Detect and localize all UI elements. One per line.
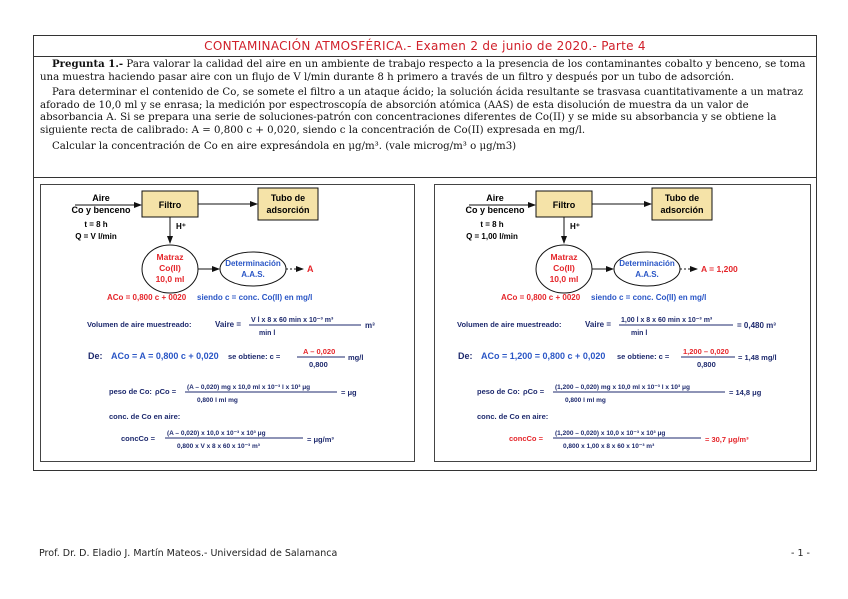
- de-label: De:: [458, 351, 473, 361]
- absorbance-output: A = 1,200: [701, 264, 738, 274]
- aire-label: Aire: [486, 193, 504, 203]
- peso-result: = μg: [341, 388, 357, 397]
- hplus-label: H⁺: [570, 222, 580, 231]
- conc-den: 0,800 x V x 8 x 60 x 10⁻³ m³: [177, 443, 260, 450]
- calibration-eq: ACo = 0,800 c + 0020: [501, 293, 581, 302]
- question-text: [40, 58, 810, 156]
- calculations: [87, 293, 375, 450]
- vol-label: Volumen de aire muestreado:: [457, 320, 562, 329]
- co-benceno-label: Co y benceno: [465, 205, 525, 215]
- calibration-eq: ACo = 0,800 c + 0020: [107, 293, 187, 302]
- vol-den: min l: [631, 330, 648, 337]
- vol-num: 1,00 l x 8 x 60 min x 10⁻³ m³: [621, 317, 713, 324]
- tubo-label-2: adsorción: [266, 205, 310, 215]
- c-num: 1,200 – 0,020: [683, 347, 729, 356]
- conc-var: concCo =: [509, 434, 543, 443]
- conc-num: (1,200 – 0,020) x 10,0 x 10⁻³ x 10³ μg: [555, 430, 666, 437]
- time-label: t = 8 h: [84, 220, 108, 229]
- vol-result: = 0,480 m³: [737, 321, 776, 330]
- peso-num: (1,200 – 0,020) mg x 10,0 ml x 10⁻³ l x 10³ μg: [555, 384, 690, 391]
- peso-var: ρCo =: [523, 387, 545, 396]
- tubo-label-1: Tubo de: [664, 193, 700, 203]
- peso-den: 0,800 l ml mg: [197, 397, 238, 404]
- de-equation: ACo = 1,200 = 0,800 c + 0,020: [481, 351, 606, 361]
- tubo-label-1: Tubo de: [270, 193, 306, 203]
- divider: [34, 177, 816, 178]
- conc-result: = 30,7 μg/m³: [705, 435, 749, 444]
- filtro-label: Filtro: [552, 200, 576, 210]
- flow-diagram: [465, 188, 738, 293]
- vol-label: Volumen de aire muestreado:: [87, 320, 192, 329]
- question-paragraph-2: Para determinar el contenido de Co, se somete el filtro a un ataque ácido; la solución ácida resultante se trasvasa cuantitativamente a un matraz aforado de 10,0 ml y se enrasa; la medición por espectroscopía de absorción atómica (AAS) de esta disolución de muestra da un valor de absorbancia A. Si se prepara una serie de soluciones-patrón con concentraciones diferentes de Co(II) y se mide su absorbancia y se obtiene la siguiente recta de calibrado: A = 0,800 c + 0,020, siendo c la concentración de Co(II) expresada en mg/l.: [40, 87, 803, 136]
- matraz-vol: 10,0 ml: [155, 274, 185, 284]
- question-label: Pregunta 1.-: [52, 58, 124, 70]
- filtro-label: Filtro: [158, 200, 182, 210]
- peso-num: (A – 0,020) mg x 10,0 ml x 10⁻³ l x 10³ μg: [187, 384, 311, 391]
- calibration-note: siendo c = conc. Co(II) en mg/l: [591, 293, 707, 302]
- flow-label: Q = V l/min: [75, 232, 117, 241]
- det-ellipse: [220, 252, 286, 286]
- tubo-label-2: adsorción: [660, 205, 704, 215]
- solution-panel-symbolic: [40, 184, 415, 462]
- vol-num: V l x 8 x 60 min x 10⁻³ m³: [251, 317, 334, 324]
- time-label: t = 8 h: [480, 220, 504, 229]
- footer-page-number: - 1 -: [791, 548, 810, 559]
- aire-label: Aire: [92, 193, 110, 203]
- peso-label: peso de Co:: [109, 387, 152, 396]
- det-label-1: Determinación: [225, 259, 281, 268]
- page-title: CONTAMINACIÓN ATMOSFÉRICA.- Examen 2 de junio de 2020.- Parte 4: [34, 36, 816, 57]
- conc-var: concCo =: [121, 434, 155, 443]
- matraz-label: Matraz: [550, 252, 578, 262]
- flow-diagram: [71, 188, 318, 293]
- question-paragraph-1: [40, 58, 810, 84]
- vol-var: Vaire =: [585, 320, 612, 329]
- matraz-co: Co(II): [553, 263, 575, 273]
- c-num: A – 0,020: [303, 347, 336, 356]
- flow-label: Q = 1,00 l/min: [466, 232, 518, 241]
- exam-frame: [33, 35, 817, 471]
- hplus-label: H⁺: [176, 222, 186, 231]
- peso-den: 0,800 l ml mg: [565, 397, 606, 404]
- calculations: [457, 293, 777, 450]
- matraz-vol: 10,0 ml: [549, 274, 579, 284]
- c-den: 0,800: [697, 360, 716, 369]
- peso-result: = 14,8 μg: [729, 388, 762, 397]
- se-obtiene: se obtiene: c =: [228, 352, 281, 361]
- vol-unit: m³: [365, 321, 375, 330]
- co-benceno-label: Co y benceno: [71, 205, 131, 215]
- question-body-1: Para valorar la calidad del aire en un ambiente de trabajo respecto a la presencia de los contaminantes cobalto y benceno, se toma una muestra haciendo pasar aire con un flujo de V l/min durante 8 h primero a través de un filtro y después por un tubo de adsorción.: [40, 59, 806, 83]
- peso-label: peso de Co:: [477, 387, 520, 396]
- solution-panel-numeric: [434, 184, 811, 462]
- vol-den: min l: [259, 330, 276, 337]
- c-unit: mg/l: [348, 353, 364, 362]
- conc-label: conc. de Co en aire:: [109, 412, 181, 421]
- conc-den: 0,800 x 1,00 x 8 x 60 x 10⁻³ m³: [563, 443, 655, 450]
- calibration-note: siendo c = conc. Co(II) en mg/l: [197, 293, 313, 302]
- de-label: De:: [88, 351, 103, 361]
- footer-author: Prof. Dr. D. Eladio J. Martín Mateos.- Universidad de Salamanca: [39, 548, 338, 559]
- det-label-2: A.A.S.: [241, 270, 265, 279]
- question-paragraph-3: Calcular la concentración de Co en aire expresándola en μg/m³. (vale microg/m³ o μg/m3): [52, 140, 517, 152]
- matraz-co: Co(II): [159, 263, 181, 273]
- det-label-1: Determinación: [619, 259, 675, 268]
- conc-result: = μg/m³: [307, 435, 334, 444]
- det-label-2: A.A.S.: [635, 270, 659, 279]
- matraz-label: Matraz: [156, 252, 184, 262]
- se-obtiene: se obtiene: c =: [617, 352, 670, 361]
- det-ellipse: [614, 252, 680, 286]
- absorbance-output: A: [307, 264, 314, 274]
- conc-num: (A – 0,020) x 10,0 x 10⁻³ x 10³ μg: [167, 430, 266, 437]
- vol-var: Vaire =: [215, 320, 242, 329]
- c-den: 0,800: [309, 360, 328, 369]
- de-equation: ACo = A = 0,800 c + 0,020: [111, 351, 219, 361]
- conc-label: conc. de Co en aire:: [477, 412, 549, 421]
- peso-var: ρCo =: [155, 387, 177, 396]
- c-result: = 1,48 mg/l: [738, 353, 777, 362]
